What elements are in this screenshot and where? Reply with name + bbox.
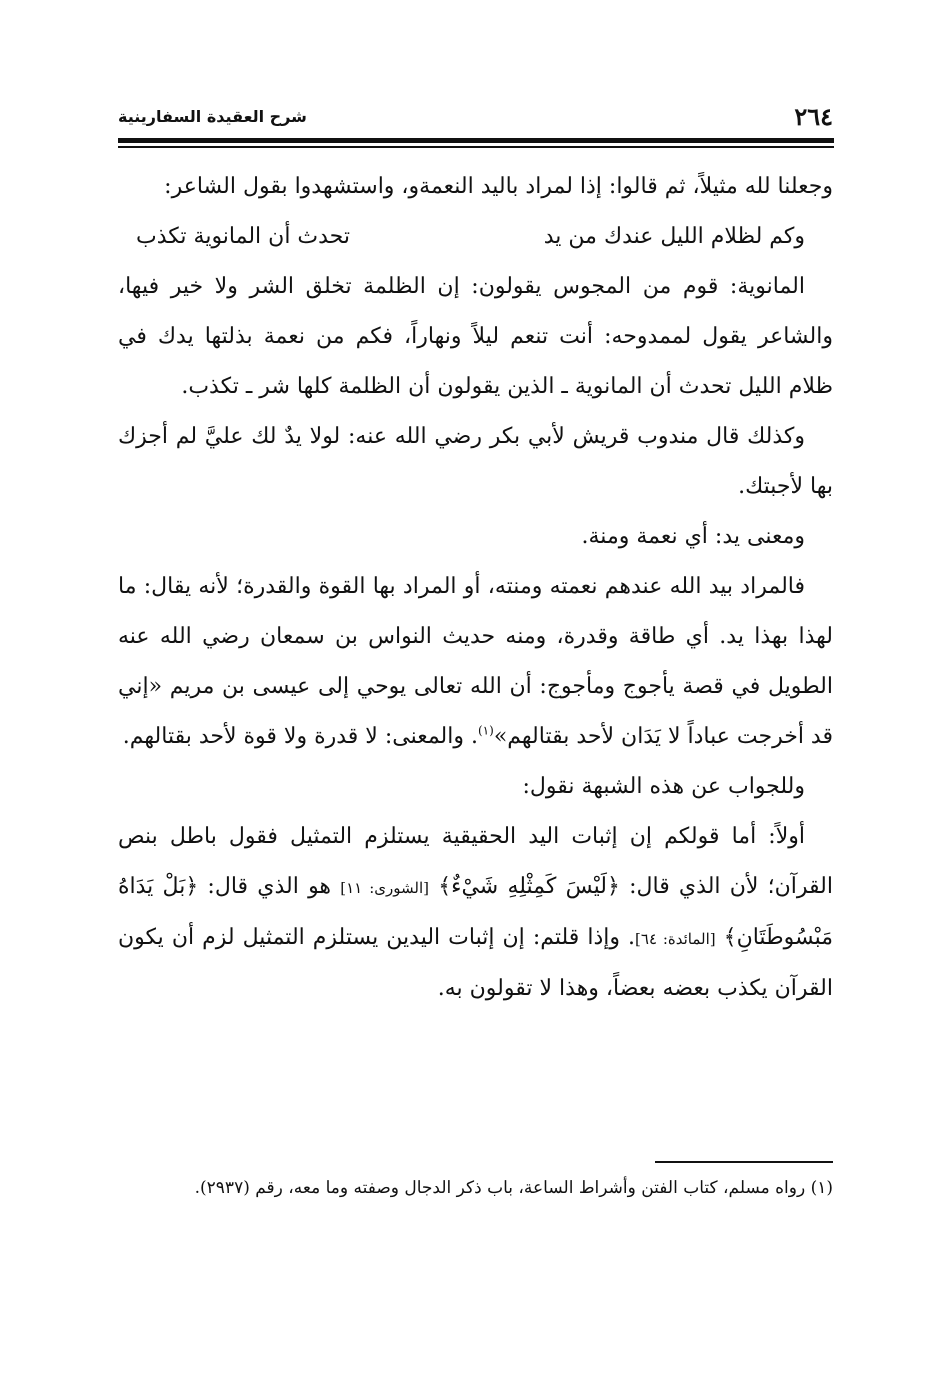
paragraph-7-text: أولاً: أما قولكم إن إثبات اليد الحقيقية يستلزم التمثيل فقول باطل بنص القرآن؛ لأن الذي قال: ﴿لَيْسَ كَمِثْلِهِ شَيْءٌ﴾	[118, 824, 834, 899]
paragraph-7-tail: . وإذا قلتم: إن إثبات اليدين يستلزم التمثيل لزم أن يكون القرآن يكذب بعضه بعضاً، وهذا لا تقولون به.	[118, 925, 833, 1001]
body-text	[118, 162, 833, 1014]
running-title: شرح العقيدة السفارينية	[118, 107, 307, 126]
header-rule-thick	[118, 138, 834, 143]
paragraph-5	[118, 562, 833, 762]
quran-citation-2: [المائدة: ٦٤]	[635, 930, 716, 948]
page-header	[118, 100, 833, 134]
paragraph-6: وللجواب عن هذه الشبهة نقول:	[522, 774, 805, 799]
paragraph-5-text: فالمراد بيد الله عندهم نعمته ومنته، أو المراد بها القوة والقدرة؛ لأنه يقال: ما لهذا بهذا يد. أي طاقة وقدرة، ومنه حديث النواس بن سمعان رضي الله عنه الطويل في قصة يأجوج ومأجوج: أن الله تعالى يوحي إلى عيسى بن مريم «إني قد أخرجت عباداً لا يَدَان لأحد بقتالهم»	[118, 574, 833, 749]
verse-first-hemistich: وكم لظلام الليل عندك من يد	[543, 224, 805, 249]
paragraph-1: وجعلنا لله مثيلاً، ثم قالوا: إذا لمراد باليد النعمةو، واستشهدوا بقول الشاعر:	[164, 174, 833, 199]
poetry-verse	[118, 212, 833, 262]
footnote-separator	[655, 1161, 833, 1163]
header-rule-thin	[118, 146, 834, 148]
paragraph-2: المانوية: قوم من المجوس يقولون: إن الظلمة تخلق الشر ولا خير فيها، والشاعر يقول لممدوحه: أنت تنعم ليلاً ونهاراً، فكم من نعمة بذلتها يدك في ظلام الليل تحدث أن المانوية ـ الذين يقولون أن الظلمة كلها شر ـ تكذب.	[118, 274, 833, 399]
paragraph-5-tail: . والمعنى: لا قدرة ولا قوة لأحد بقتالهم.	[122, 724, 478, 749]
paragraph-7-middle: هو الذي قال: ﴿بَلْ يَدَاهُ مَبْسُوطَتَانِ﴾	[118, 874, 833, 950]
quran-citation-1: [الشورى: ١١]	[340, 879, 430, 897]
footnote-reference: (١)	[477, 723, 494, 738]
paragraph-7	[118, 812, 833, 1014]
paragraph-3: وكذلك قال مندوب قريش لأبي بكر رضي الله عنه: لولا يدٌ لك عليَّ لم أجزك بها لأجبتك.	[118, 424, 833, 499]
verse-second-hemistich: تحدث أن المانوية تكذب	[136, 224, 351, 249]
paragraph-4: ومعنى يد: أي نعمة ومنة.	[581, 524, 805, 549]
page-number: ٢٦٤	[794, 102, 833, 131]
footnote: (١) رواه مسلم، كتاب الفتن وأشراط الساعة، باب ذكر الدجال وصفته وما معه، رقم (٢٩٣٧).	[194, 1178, 833, 1198]
